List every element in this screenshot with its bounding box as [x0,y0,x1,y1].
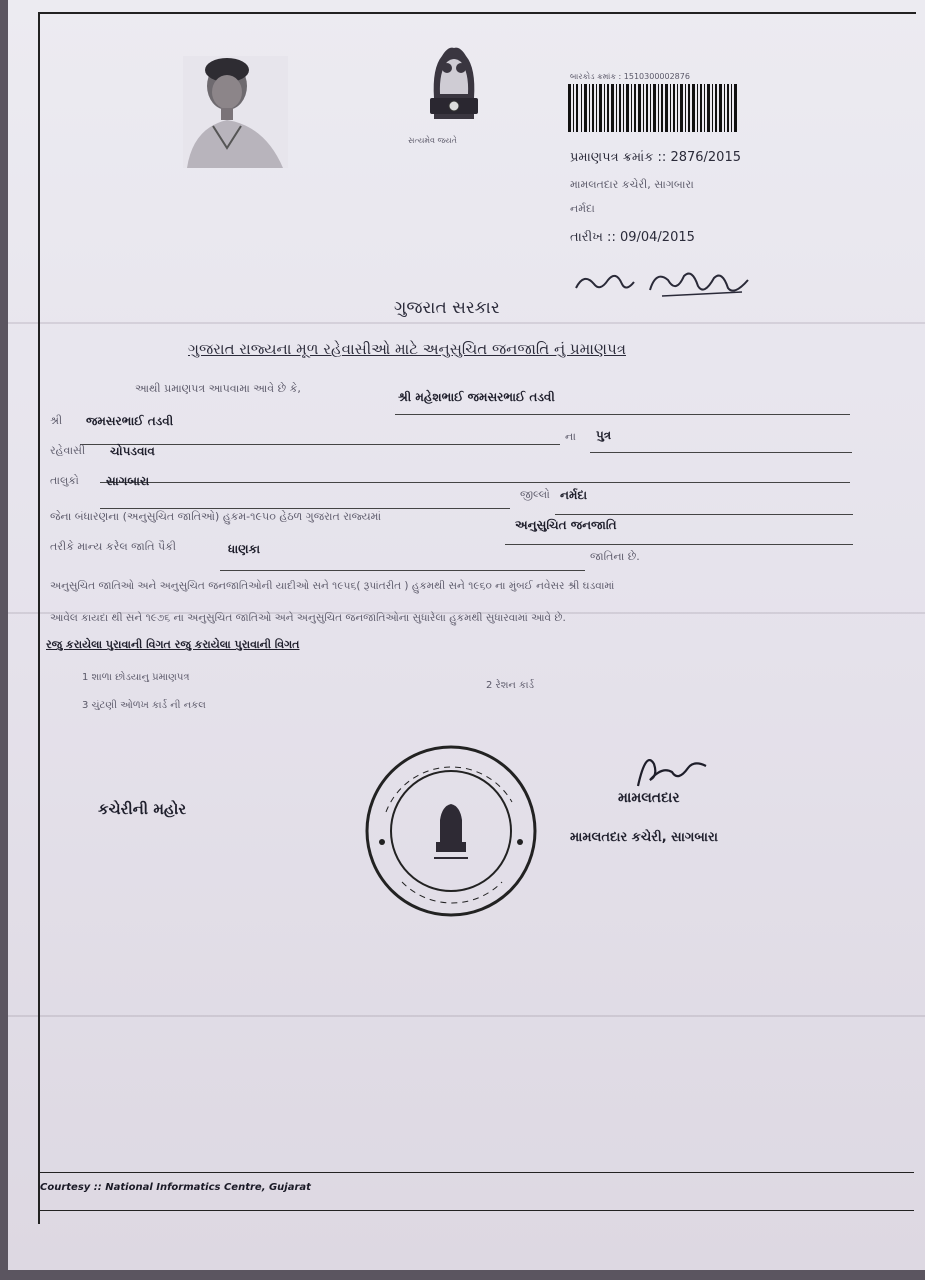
shri-label: શ્રી [50,414,63,427]
field-underline [590,452,852,453]
courtesy-note: Courtesy :: National Informatics Centre, Gujarat [40,1182,311,1193]
government-title: ગુજરાત સરકાર [394,298,500,318]
certificate-title: ગુજરાત રાજ્યના મૂળ રહેવાસીઓ માટે અનુસુચિત જનજાતિ નું પ્રમાણપત્ર [188,340,626,358]
legal-paragraph-line2: આવેલ કાયદા થી સને ૧૯૭૬ ના અનુસુચિત જાતિઓ અને અનુસુચિત જનજાતિઓના સુધારેલા હુકમથી સુધારવામાં આવે છે. [50,612,566,624]
official-seal-stamp [362,742,540,920]
field-underline [100,508,510,509]
recognized-label: તરીકે માન્ય કરેલ જાતિ પૈકી [50,540,177,553]
district-name: નર્મદા [570,202,595,215]
field-underline [555,514,853,515]
relation: પુત્ર [596,428,612,442]
field-underline [220,570,585,571]
category-value: અનુસુચિત જનજાતિ [515,518,617,532]
na-label: ના [565,430,576,443]
footer-rule [38,1172,914,1173]
evidence-item-1: 1 શાળા છોડયાનુ પ્રમાણપત્ર [82,672,190,683]
evidence-item-3: 3 ચુંટણી ઓળખ કાર્ડ ની નકલ [82,700,206,711]
field-underline [395,414,850,415]
caste-value: ધાણકા [228,542,261,556]
person-name: શ્રી મહેશભાઈ જમસરભાઈ તડવી [398,390,555,404]
certificate-number: પ્રમાણપત્ર ક્રમાંક :: 2876/2015 [570,150,741,165]
emblem-caption: સત્યમેવ જયતે [408,136,457,145]
field-underline [100,482,850,483]
taluka-name: સાગબારા [106,474,150,488]
evidence-item-2: 2 રેશન કાર્ડ [486,680,535,691]
taluka-label: તાલુકો [50,474,79,487]
footer-rule [38,1210,914,1211]
constitution-text: જેના બંધારણના (અનુસુચિત જાતિઓ) હુકમ-૧૯૫૦ હેઠળ ગુજરાત રાજ્યમાં [50,510,382,523]
intro-text: આથી પ્રમાણપત્ર આપવામા આવે છે કે, [135,382,301,395]
father-name: જમસરભાઈ તડવી [86,414,174,428]
village-name: ચોપડવાવ [110,444,155,458]
caste-suffix: જાતિના છે. [590,550,640,563]
resident-label: રહેવાસી [50,444,86,457]
office-seal-label: કચેરીની મહોર [98,800,187,818]
field-underline [505,544,853,545]
signatory-office: મામલતદાર કચેરી, સાગબારા [570,830,718,845]
national-emblem-icon [414,38,494,138]
officer-signature [632,746,712,796]
district-label: જીલ્લો [520,488,550,501]
applicant-photo [183,56,288,168]
district-value: નર્મદા [560,488,588,502]
evidence-heading: રજુ કરાયેલા પુરાવાની વિગત રજુ કરાયેલા પુરાવાની વિગત [46,638,300,651]
signatory-title: મામલતદાર [618,790,680,806]
legal-paragraph-line1: અનુસુચિત જાતિઓ અને અનુસુચિત જનજાતિઓની યાદીઓ સને ૧૯૫૬( રૂપાંતરીત ) હુકમથી સને ૧૯૬૦ ના મુંબઈ નવેસર શ્રી ઘડવામાં [50,580,615,592]
issuing-office: મામલતદાર કચેરી, સાગબારા [570,178,694,191]
barcode-label: બારકોડ ક્રમાંક : 1510300002876 [570,72,690,81]
handwritten-signature [572,262,762,306]
issue-date: તારીખ :: 09/04/2015 [570,230,695,245]
barcode [568,84,738,132]
